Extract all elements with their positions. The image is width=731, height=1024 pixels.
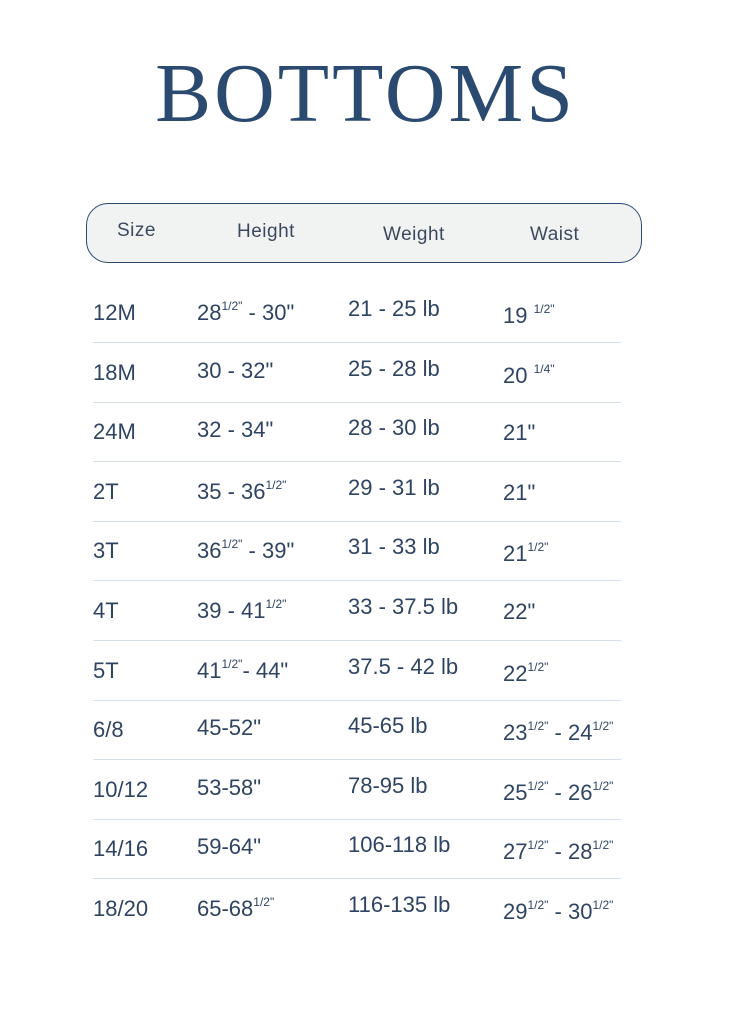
size-cell: 6/8: [93, 717, 124, 743]
value-text: - 30: [548, 899, 593, 924]
height-cell: [197, 538, 294, 562]
weight-cell: 31 - 33 lb: [348, 534, 440, 560]
fraction-superscript: 1/2": [592, 778, 614, 793]
waist-cell: [503, 541, 548, 565]
value-text: 27: [503, 839, 528, 865]
table-row: [0, 772, 731, 834]
size-cell: 3T: [93, 538, 119, 564]
height-cell: [197, 419, 273, 441]
fraction-superscript: 1/2": [527, 898, 549, 912]
size-cell: 2T: [93, 478, 119, 504]
value-text: 22: [503, 660, 528, 686]
table-row: [0, 596, 731, 655]
size-cell: 18/20: [93, 896, 149, 921]
table-row: [0, 474, 731, 536]
value-text: 53-58": [197, 774, 262, 800]
table-row: [0, 715, 731, 774]
header-waist: Waist: [530, 224, 580, 245]
value-text: 21: [503, 541, 528, 567]
row-divider: [93, 521, 621, 522]
weight-cell: 78-95 lb: [348, 772, 428, 798]
row-divider: [93, 342, 621, 343]
weight-cell: 21 - 25 lb: [348, 296, 440, 321]
header-size: Size: [117, 220, 156, 241]
page-title: BOTTOMS: [155, 47, 576, 140]
fraction-superscript: 1/2": [527, 838, 549, 853]
value-text: 35 - 36: [197, 478, 266, 504]
value-text: 21": [503, 479, 536, 505]
size-cell: 4T: [93, 598, 119, 623]
value-text: - 24: [548, 720, 593, 746]
fraction-superscript: 1/2": [265, 597, 287, 611]
table-row: [0, 417, 731, 476]
fraction-superscript: 1/2": [527, 540, 549, 555]
row-divider: [93, 819, 621, 820]
waist-cell: [503, 899, 613, 923]
weight-cell: 25 - 28 lb: [348, 355, 440, 381]
size-cell: 12M: [93, 300, 136, 325]
waist-cell: [503, 479, 536, 505]
height-cell: [197, 300, 294, 324]
row-divider: [93, 640, 621, 641]
size-cell: 10/12: [93, 776, 149, 802]
value-text: 20: [503, 362, 534, 388]
fraction-superscript: 1/4": [533, 361, 555, 376]
value-text: 59-64": [197, 834, 262, 860]
value-text: 28: [197, 300, 222, 325]
value-text: 22": [503, 599, 536, 624]
height-cell: [197, 479, 286, 503]
waist-cell: [503, 780, 613, 804]
value-text: - 30": [242, 300, 295, 325]
height-cell: [197, 357, 274, 383]
size-cell: 18M: [93, 359, 136, 385]
height-cell: [197, 774, 262, 800]
waist-cell: [503, 720, 613, 744]
value-text: 19: [503, 303, 534, 328]
value-text: - 39": [242, 538, 295, 564]
value-text: - 26: [548, 779, 593, 805]
fraction-superscript: 1/2": [592, 898, 614, 912]
row-divider: [93, 700, 621, 701]
header-weight: Weight: [383, 224, 445, 245]
weight-cell: 33 - 37.5 lb: [348, 594, 459, 619]
weight-cell: 45-65 lb: [348, 713, 428, 739]
waist-cell: [503, 363, 555, 387]
waist-cell: [503, 839, 613, 863]
fraction-superscript: 1/2": [592, 719, 614, 734]
waist-cell: [503, 661, 548, 685]
fraction-superscript: 1/2": [253, 895, 275, 909]
fraction-superscript: 1/2": [527, 778, 549, 793]
table-row: [0, 298, 731, 357]
fraction-superscript: 1/2": [265, 477, 287, 492]
row-divider: [93, 759, 621, 760]
value-text: - 28: [548, 839, 593, 865]
fraction-superscript: 1/2": [533, 302, 555, 316]
height-cell: [197, 836, 261, 858]
fraction-superscript: 1/2": [221, 537, 243, 552]
weight-cell: 37.5 - 42 lb: [348, 653, 459, 679]
table-row: [0, 536, 731, 595]
waist-cell: [503, 601, 535, 623]
value-text: 39 - 41: [197, 598, 266, 623]
fraction-superscript: 1/2": [221, 299, 243, 313]
size-cell: 14/16: [93, 836, 149, 862]
value-text: 30 - 32": [197, 357, 274, 383]
table-row: [0, 355, 731, 417]
size-cell: 24M: [93, 419, 136, 445]
table-row: [0, 834, 731, 893]
waist-cell: [503, 303, 555, 327]
weight-cell: 29 - 31 lb: [348, 474, 440, 500]
weight-cell: 116-135 lb: [348, 892, 451, 917]
weight-cell: 28 - 30 lb: [348, 415, 440, 441]
value-text: 41: [197, 657, 222, 683]
header-height: Height: [237, 221, 295, 242]
height-cell: [197, 717, 261, 739]
value-text: 36: [197, 538, 222, 564]
row-divider: [93, 878, 621, 879]
fraction-superscript: 1/2": [221, 656, 243, 671]
value-text: 29: [503, 899, 528, 924]
weight-cell: 106-118 lb: [348, 832, 451, 858]
value-text: 25: [503, 779, 528, 805]
value-text: 45-52": [197, 715, 262, 741]
row-divider: [93, 402, 621, 403]
height-cell: [197, 598, 286, 622]
table-row: [0, 653, 731, 715]
value-text: 21": [503, 420, 536, 446]
table-row: [0, 894, 731, 953]
table-header: [86, 203, 642, 263]
row-divider: [93, 580, 621, 581]
fraction-superscript: 1/2": [527, 719, 549, 734]
fraction-superscript: 1/2": [527, 659, 549, 674]
waist-cell: [503, 422, 535, 444]
value-text: 32 - 34": [197, 417, 274, 443]
value-text: 23: [503, 720, 528, 746]
value-text: 65-68: [197, 896, 254, 921]
size-cell: 5T: [93, 657, 119, 683]
height-cell: [197, 896, 274, 920]
row-divider: [93, 461, 621, 462]
height-cell: [197, 658, 288, 682]
fraction-superscript: 1/2": [592, 838, 614, 853]
value-text: - 44": [242, 657, 289, 683]
